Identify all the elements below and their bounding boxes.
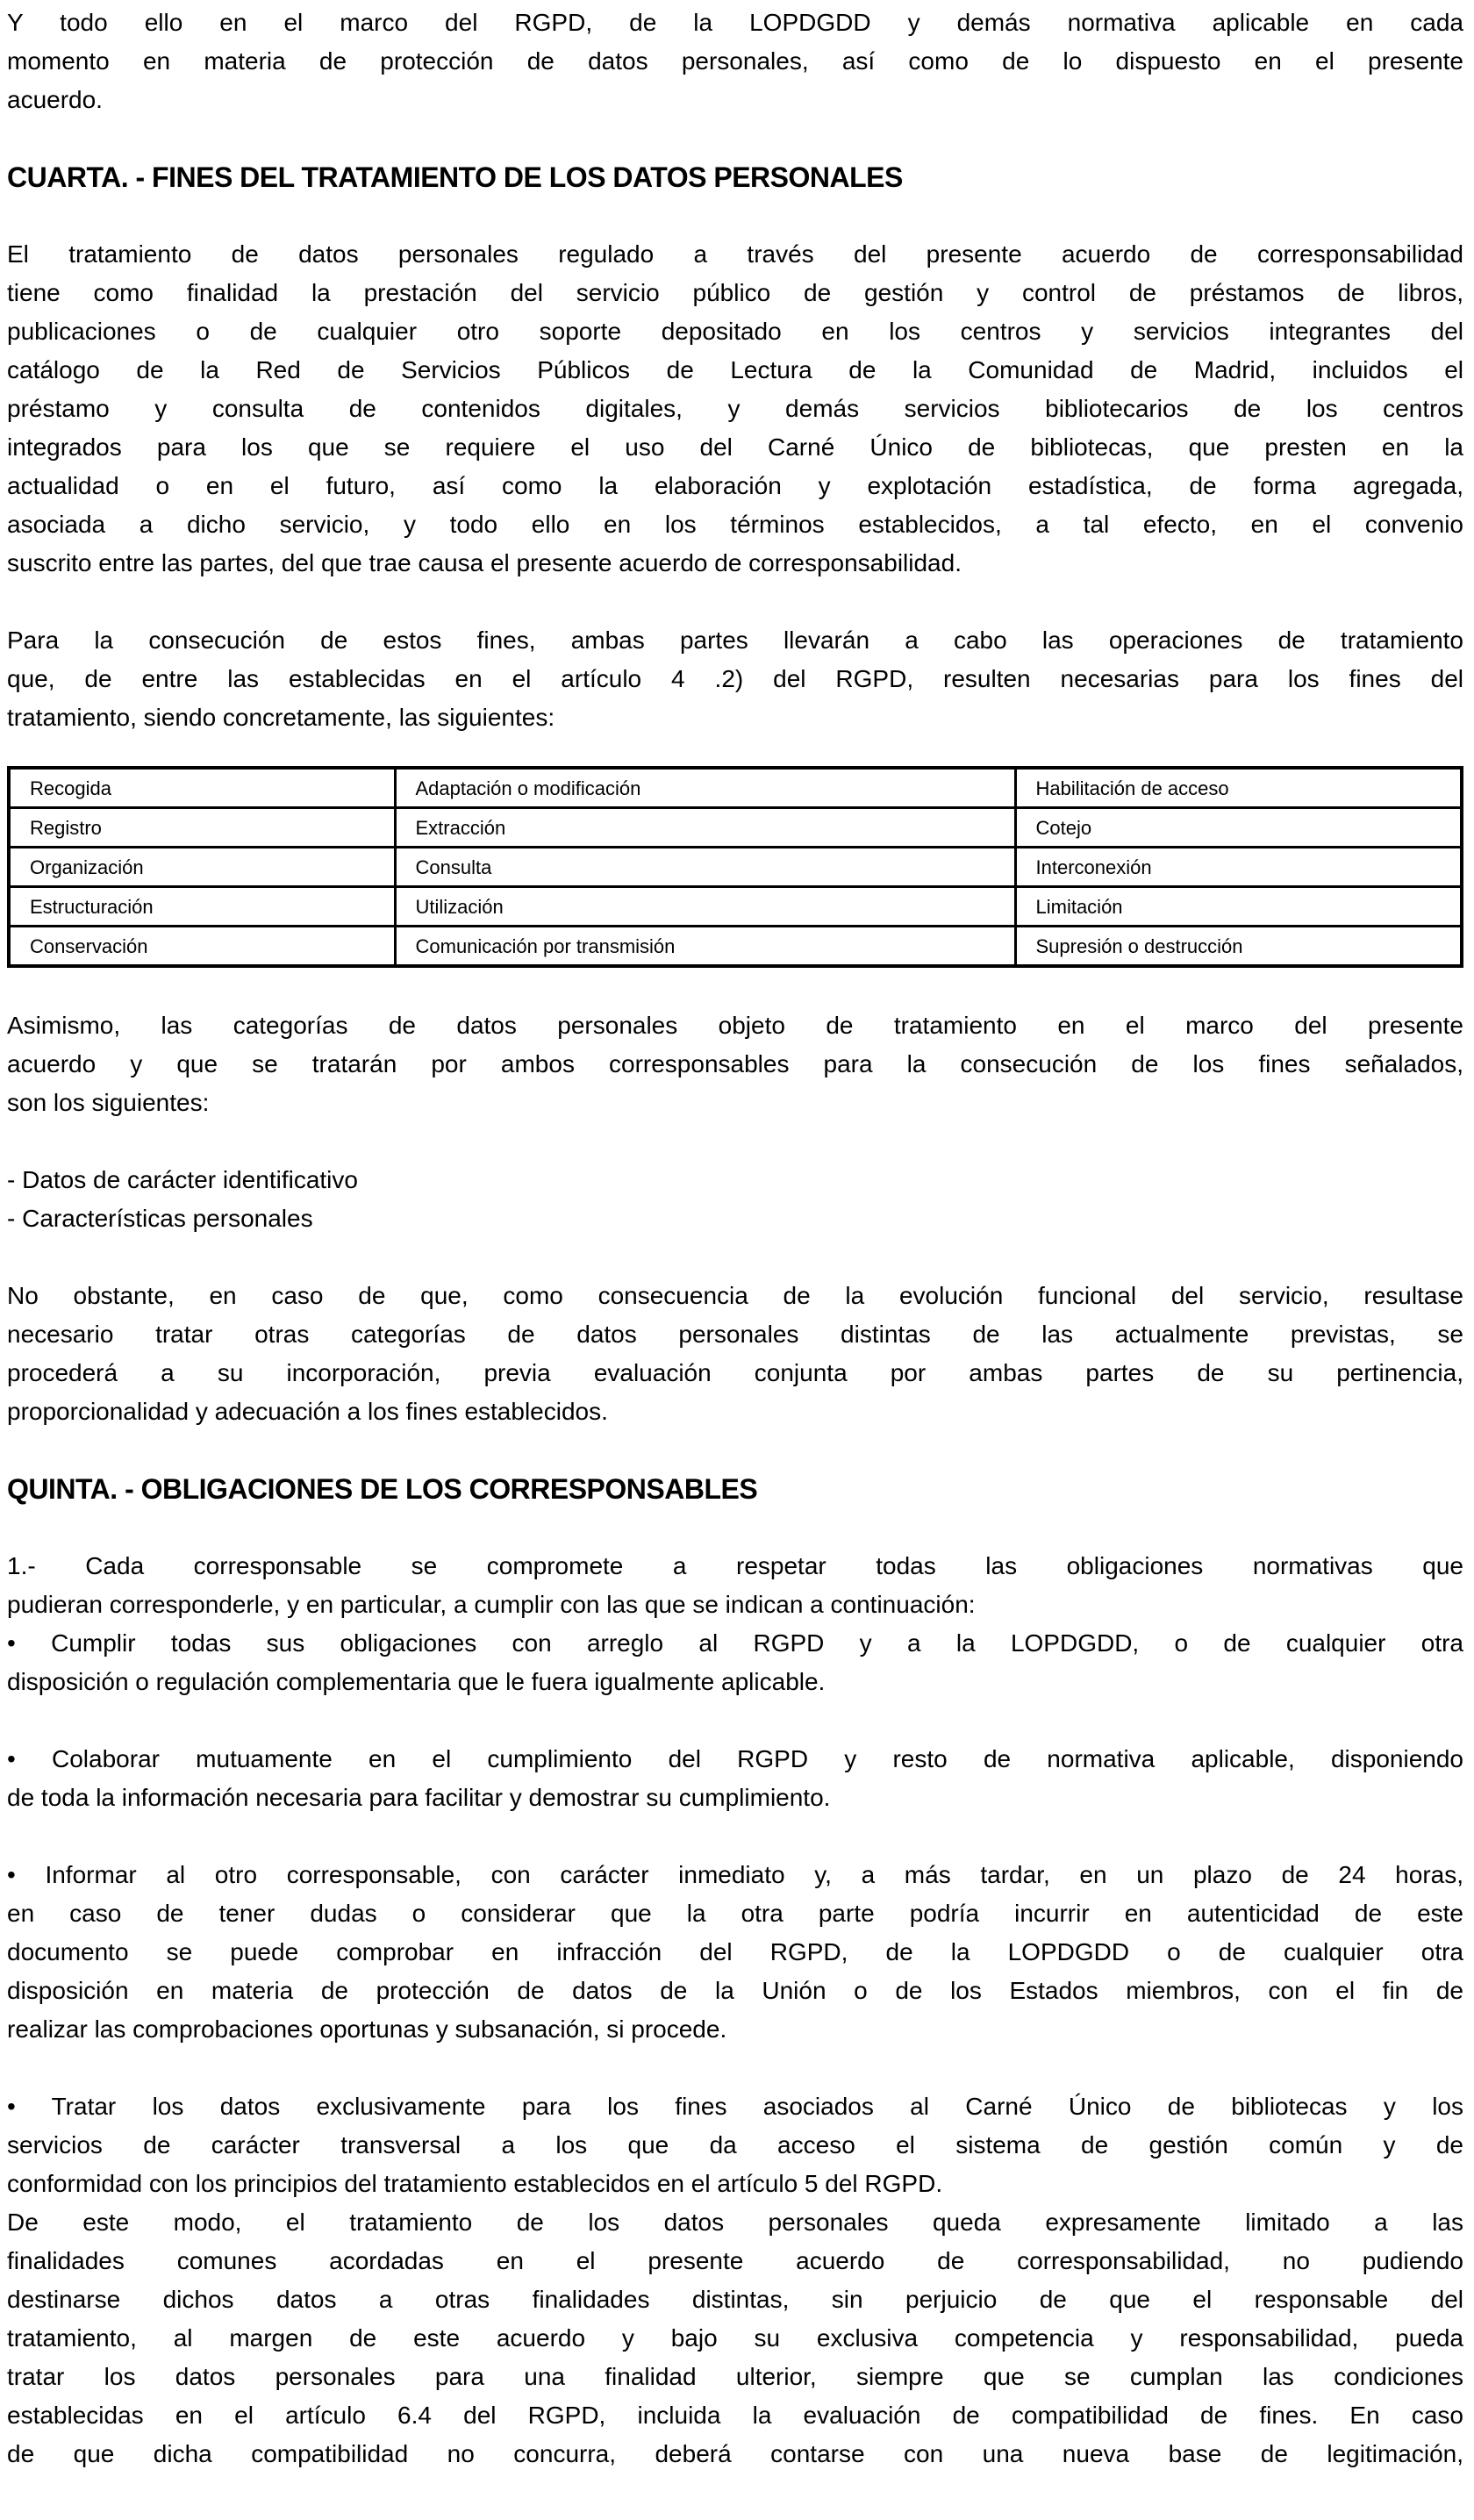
text-line: servicios de carácter transversal a los que da acceso el sistema de gestión común y de <box>7 2131 1463 2158</box>
paragraph-rgpd-marco <box>7 4 1463 119</box>
text-line: procederá a su incorporación, previa evaluación conjunta por ambas partes de su pertinencia, <box>7 1359 1463 1386</box>
text-line: • Informar al otro corresponsable, con carácter inmediato y, a más tardar, en un plazo de 24 horas, <box>7 1861 1463 1888</box>
text-line: catálogo de la Red de Servicios Públicos de Lectura de la Comunidad de Madrid, incluidos el <box>7 356 1463 383</box>
text-line: No obstante, en caso de que, como consecuencia de la evolución funcional del servicio, resultase <box>7 1282 1463 1309</box>
table-cell: Conservación <box>9 927 395 967</box>
text-line: asociada a dicho servicio, y todo ello en los términos establecidos, a tal efecto, en el convenio <box>7 511 1463 538</box>
text-line: necesario tratar otras categorías de datos personales distintas de las actualmente previstas, se <box>7 1321 1463 1348</box>
text-line: • Tratar los datos exclusivamente para los fines asociados al Carné Único de bibliotecas y los <box>7 2093 1463 2120</box>
table-cell: Supresión o destrucción <box>1015 927 1462 967</box>
paragraph-finalidad-tratamiento <box>7 235 1463 583</box>
table-row <box>9 768 1462 808</box>
text-line: - Características personales <box>7 1205 313 1232</box>
table-cell: Utilización <box>395 887 1015 927</box>
bullet-tratar-datos <box>7 2087 1463 2473</box>
text-line: • Colaborar mutuamente en el cumplimiento del RGPD y resto de normativa aplicable, disponiendo <box>7 1745 1463 1772</box>
paragraph-obligaciones-intro <box>7 1547 1463 1624</box>
table-cell: Consulta <box>395 848 1015 887</box>
table-cell: Recogida <box>9 768 395 808</box>
text-line: en caso de tener dudas o considerar que la otra parte podría incurrir en autenticidad de este <box>7 1900 1463 1927</box>
text-line: Asimismo, las categorías de datos personales objeto de tratamiento en el marco del presente <box>7 1012 1463 1039</box>
heading-cuarta: CUARTA. - FINES DEL TRATAMIENTO DE LOS DATOS PERSONALES <box>7 161 903 193</box>
text-line: • Cumplir todas sus obligaciones con arreglo al RGPD y a la LOPDGDD, o de cualquier otra <box>7 1629 1463 1657</box>
table-cell: Extracción <box>395 808 1015 848</box>
text-line: realizar las comprobaciones oportunas y subsanación, si procede. <box>7 2015 727 2043</box>
text-line: momento en materia de protección de datos personales, así como de lo dispuesto en el presente <box>7 47 1463 75</box>
text-line: préstamo y consulta de contenidos digitales, y demás servicios bibliotecarios de los centros <box>7 395 1463 422</box>
table-row <box>9 808 1462 848</box>
text-line: documento se puede comprobar en infracción del RGPD, de la LOPDGDD o de cualquier otra <box>7 1938 1463 1965</box>
text-line: actualidad o en el futuro, así como la elaboración y explotación estadística, de forma agregada, <box>7 472 1463 499</box>
text-line: de toda la información necesaria para facilitar y demostrar su cumplimiento. <box>7 1784 831 1811</box>
text-line: destinarse dichos datos a otras finalidades distintas, sin perjuicio de que el responsable del <box>7 2286 1463 2313</box>
paragraph-operaciones-tratamiento <box>7 621 1463 737</box>
table-cell: Limitación <box>1015 887 1462 927</box>
text-line: Y todo ello en el marco del RGPD, de la LOPDGDD y demás normativa aplicable en cada <box>7 9 1463 36</box>
text-line: acuerdo. <box>7 86 103 113</box>
text-line: disposición en materia de protección de datos de la Unión o de los Estados miembros, con el fin de <box>7 1977 1463 2004</box>
paragraph-no-obstante <box>7 1277 1463 1431</box>
text-line: finalidades comunes acordadas en el presente acuerdo de corresponsabilidad, no pudiendo <box>7 2247 1463 2274</box>
text-line: tratamiento, al margen de este acuerdo y bajo su exclusiva competencia y responsabilidad, pueda <box>7 2324 1463 2352</box>
table-cell: Estructuración <box>9 887 395 927</box>
text-line: conformidad con los principios del tratamiento establecidos en el artículo 5 del RGPD. <box>7 2170 943 2197</box>
text-line: que, de entre las establecidas en el artículo 4 .2) del RGPD, resulten necesarias para los fines del <box>7 665 1463 692</box>
text-line: acuerdo y que se tratarán por ambos corresponsables para la consecución de los fines señalados, <box>7 1050 1463 1077</box>
text-line: Para la consecución de estos fines, ambas partes llevarán a cabo las operaciones de tratamiento <box>7 626 1463 654</box>
table-cell: Comunicación por transmisión <box>395 927 1015 967</box>
table-cell: Cotejo <box>1015 808 1462 848</box>
text-line: - Datos de carácter identificativo <box>7 1166 358 1193</box>
text-line: tratamiento, siendo concretamente, las siguientes: <box>7 704 555 731</box>
text-line: proporcionalidad y adecuación a los fines establecidos. <box>7 1398 608 1425</box>
text-line: establecidas en el artículo 6.4 del RGPD, incluida la evaluación de compatibilidad de fines. En caso <box>7 2402 1463 2429</box>
paragraph-categorias-datos <box>7 1006 1463 1122</box>
table-cell: Habilitación de acceso <box>1015 768 1462 808</box>
operations-table <box>7 766 1463 968</box>
table-cell: Registro <box>9 808 395 848</box>
operations-table-body <box>9 768 1462 966</box>
bullet-cumplir-obligaciones <box>7 1624 1463 1701</box>
text-line: pudieran corresponderle, y en particular, a cumplir con las que se indican a continuación: <box>7 1591 976 1618</box>
text-line: publicaciones o de cualquier otro soporte depositado en los centros y servicios integrantes del <box>7 318 1463 345</box>
text-line: disposición o regulación complementaria que le fuera igualmente aplicable. <box>7 1668 826 1695</box>
text-line: de que dicha compatibilidad no concurra, deberá contarse con una nueva base de legitimación, <box>7 2440 1463 2467</box>
table-cell: Adaptación o modificación <box>395 768 1015 808</box>
table-row <box>9 848 1462 887</box>
table-cell: Organización <box>9 848 395 887</box>
text-line: son los siguientes: <box>7 1089 210 1116</box>
bullet-colaborar-mutuamente <box>7 1740 1463 1817</box>
text-line: De este modo, el tratamiento de los datos personales queda expresamente limitado a las <box>7 2209 1463 2236</box>
text-line: integrados para los que se requiere el uso del Carné Único de bibliotecas, que presten en la <box>7 433 1463 461</box>
table-row <box>9 927 1462 967</box>
text-line: 1.- Cada corresponsable se compromete a respetar todas las obligaciones normativas que <box>7 1552 1463 1579</box>
table-row <box>9 887 1462 927</box>
text-line: El tratamiento de datos personales regulado a través del presente acuerdo de corresponsabilidad <box>7 240 1463 268</box>
text-line: tiene como finalidad la prestación del servicio público de gestión y control de préstamos de libros, <box>7 279 1463 306</box>
heading-quinta: QUINTA. - OBLIGACIONES DE LOS CORRESPONSABLES <box>7 1473 758 1505</box>
category-list <box>7 1161 1463 1238</box>
text-line: tratar los datos personales para una finalidad ulterior, siempre que se cumplan las condiciones <box>7 2363 1463 2390</box>
table-cell: Interconexión <box>1015 848 1462 887</box>
text-line: suscrito entre las partes, del que trae causa el presente acuerdo de corresponsabilidad. <box>7 549 962 576</box>
bullet-informar-corresponsable <box>7 1856 1463 2049</box>
